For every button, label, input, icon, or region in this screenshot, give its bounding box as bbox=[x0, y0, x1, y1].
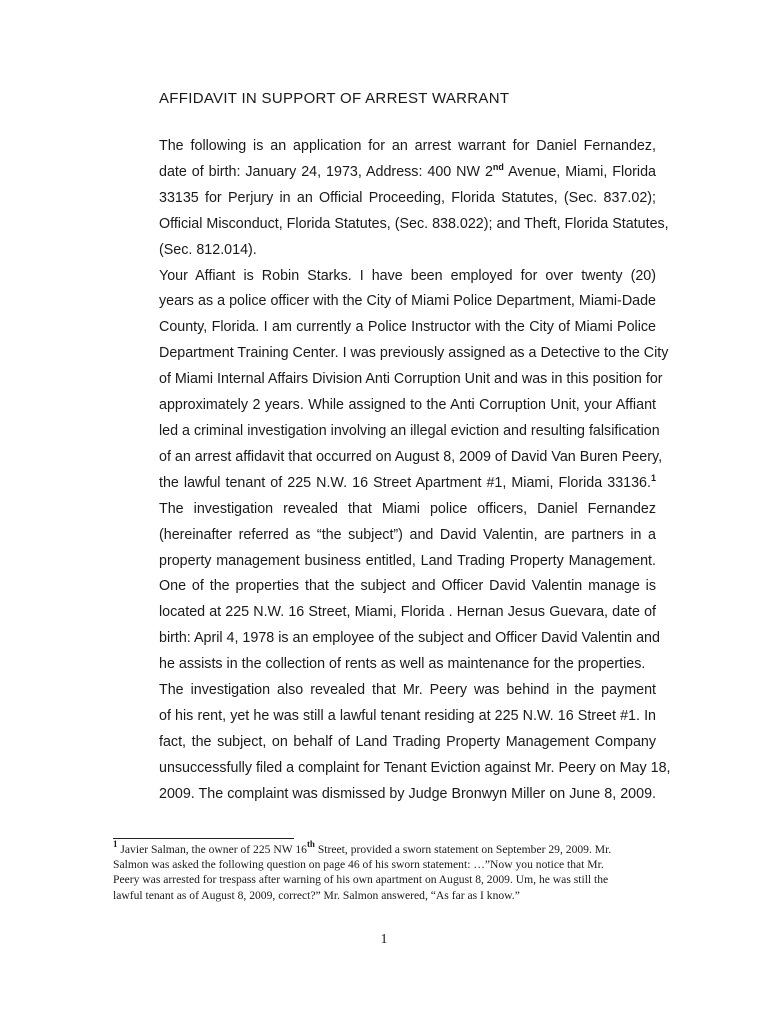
body-line: of his rent, yet he was still a lawful tenant residing at 225 N.W. 16 Street #1. In bbox=[159, 707, 656, 724]
body-line: date of birth: January 24, 1973, Address: 400 NW 2nd Avenue, Miami, Florida bbox=[159, 161, 656, 180]
paragraph-2 bbox=[113, 264, 669, 679]
footnote-line: Salmon was asked the following question on page 46 of his sworn statement: …”Now you notice that Mr. bbox=[113, 858, 604, 872]
body-line: of Miami Internal Affairs Division Anti Corruption Unit and was in this position for bbox=[159, 371, 663, 388]
footnote-line: lawful tenant as of August 8, 2009, correct?” Mr. Salmon answered, “As far as I know.” bbox=[113, 888, 520, 902]
body-line: Official Misconduct, Florida Statutes, (Sec. 838.022); and Theft, Florida Statutes, bbox=[159, 215, 669, 232]
page-number: 1 bbox=[380, 932, 388, 947]
ordinal-superscript: nd bbox=[492, 161, 504, 172]
paragraph-1 bbox=[113, 134, 669, 264]
body-line: County, Florida. I am currently a Police Instructor with the City of Miami Police bbox=[159, 319, 656, 336]
body-line: birth: April 4, 1978 is an employee of the subject and Officer David Valentin and bbox=[159, 630, 660, 647]
body-line: 2009. The complaint was dismissed by Judge Bronwyn Miller on June 8, 2009. bbox=[159, 785, 656, 802]
body-line: the lawful tenant of 225 N.W. 16 Street Apartment #1, Miami, Florida 33136.$^1$ bbox=[159, 472, 656, 491]
footnote bbox=[113, 839, 653, 903]
body-line: The investigation revealed that Miami police officers, Daniel Fernandez bbox=[159, 500, 656, 517]
body-line: Department Training Center. I was previously assigned as a Detective to the City bbox=[159, 345, 669, 362]
footnote-reference[interactable]: 1 bbox=[650, 472, 656, 483]
document-title: AFFIDAVIT IN SUPPORT OF ARREST WARRANT bbox=[159, 90, 510, 107]
body-line: property management business entitled, Land Trading Property Management. bbox=[159, 552, 656, 569]
body-line: located at 225 N.W. 16 Street, Miami, Florida . Hernan Jesus Guevara, date of bbox=[159, 604, 656, 621]
body-line: (Sec. 812.014). bbox=[159, 241, 257, 258]
body-line: The investigation also revealed that Mr. Peery was behind in the payment bbox=[159, 682, 656, 699]
document-body bbox=[113, 134, 671, 808]
body-line: One of the properties that the subject and Officer David Valentin manage is bbox=[159, 578, 656, 595]
footnote-line: $^1$ Javier Salman, the owner of 225 NW 16th Street, provided a sworn statement on September 29, 2009. Mr. bbox=[113, 839, 612, 856]
body-line: of an arrest affidavit that occurred on August 8, 2009 of David Van Buren Peery, bbox=[159, 448, 663, 465]
body-line: 33135 for Perjury in an Official Proceeding, Florida Statutes, (Sec. 837.02); bbox=[159, 189, 656, 206]
body-line: Your Affiant is Robin Starks. I have been employed for over twenty (20) bbox=[159, 267, 656, 284]
ordinal-superscript: th bbox=[306, 839, 315, 849]
body-line: led a criminal investigation involving an illegal eviction and resulting falsification bbox=[159, 422, 660, 439]
footnote-line: Peery was arrested for trespass after warning of his own apartment on August 8, 2009. Um, he was still the bbox=[113, 873, 609, 887]
body-line: he assists in the collection of rents as well as maintenance for the properties. bbox=[159, 656, 646, 673]
body-line: fact, the subject, on behalf of Land Trading Property Management Company bbox=[159, 733, 656, 750]
footnote-separator bbox=[113, 838, 294, 839]
body-line: The following is an application for an arrest warrant for Daniel Fernandez, bbox=[159, 138, 656, 154]
body-line: approximately 2 years. While assigned to the Anti Corruption Unit, your Affiant bbox=[159, 397, 656, 414]
paragraph-3 bbox=[113, 678, 671, 808]
body-line: years as a police officer with the City of Miami Police Department, Miami-Dade bbox=[159, 293, 656, 310]
body-line: unsuccessfully filed a complaint for Tenant Eviction against Mr. Peery on May 18, bbox=[159, 759, 671, 776]
body-line: (hereinafter referred as “the subject”) and David Valentin, are partners in a bbox=[159, 526, 656, 543]
footnote-marker: 1 bbox=[113, 839, 118, 849]
